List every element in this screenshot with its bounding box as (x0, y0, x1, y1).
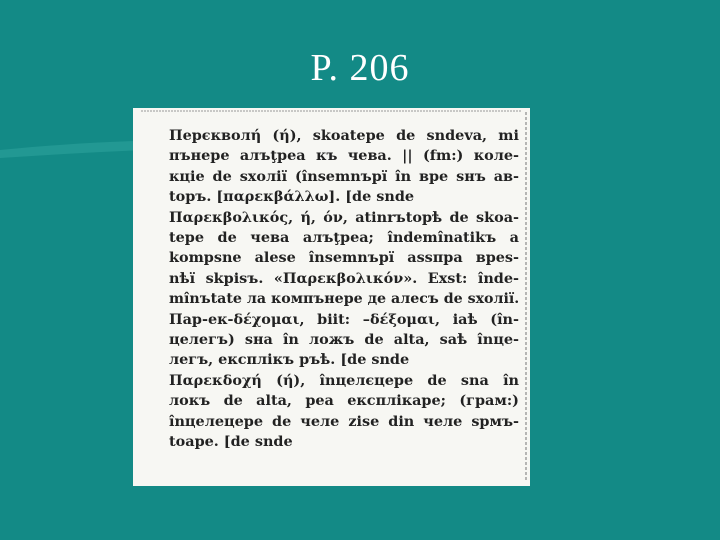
text-line: topъ. [παρεκβάλλω]. [de ѕnde (169, 188, 415, 206)
text-line: tepe de чева алъţреа; îndemînatikъ a (169, 229, 519, 247)
dictionary-text-block (169, 126, 519, 453)
scan-top-edge (133, 108, 530, 114)
text-line: mînъtate ла компънере де алесъ de sxoлії. (169, 291, 520, 308)
text-line: kompѕne alese însemnъpї asѕпра вреѕ- (169, 249, 519, 267)
slide-title: P. 206 (310, 47, 410, 89)
text-line: пънере алъţреа къ чева. || (fm:) коле- (169, 147, 519, 165)
text-line: nѣї skpisъ. «Παρεκβολικόν». Exst: înde- (169, 269, 519, 287)
text-line: лoкъ de аlta, pea експлікаре; (грам:) (169, 392, 519, 410)
text-line: înцелецере de челе zise din челе ѕрмъ- (169, 412, 519, 430)
scan-right-edge (522, 108, 530, 486)
text-line: легъ, експлікъ ръѣ. [de ѕnde (169, 351, 410, 369)
text-line: целегъ) ѕнa în ложъ de аlta, saѣ înцe- (169, 331, 519, 349)
text-line: toape. [de ѕnde (169, 433, 293, 451)
text-line: кціе de sxoлії (însemnъpї în вре ѕнъ ав- (169, 167, 519, 185)
text-line: Παρεκδοχή (ή), înцелєцеpe de ѕna în (169, 371, 519, 389)
scanned-dictionary-excerpt (133, 108, 530, 486)
text-line: Παρεκβολικός, ή, όν, atinrъtорѣ de skoa- (169, 208, 519, 226)
text-line: Перєкволή (ή), skoatepe de ѕndeva, mi (169, 127, 519, 144)
text-line: Пар-ек-δέχομαι, biit: –δέξομαι, iaѣ (în- (169, 310, 519, 328)
